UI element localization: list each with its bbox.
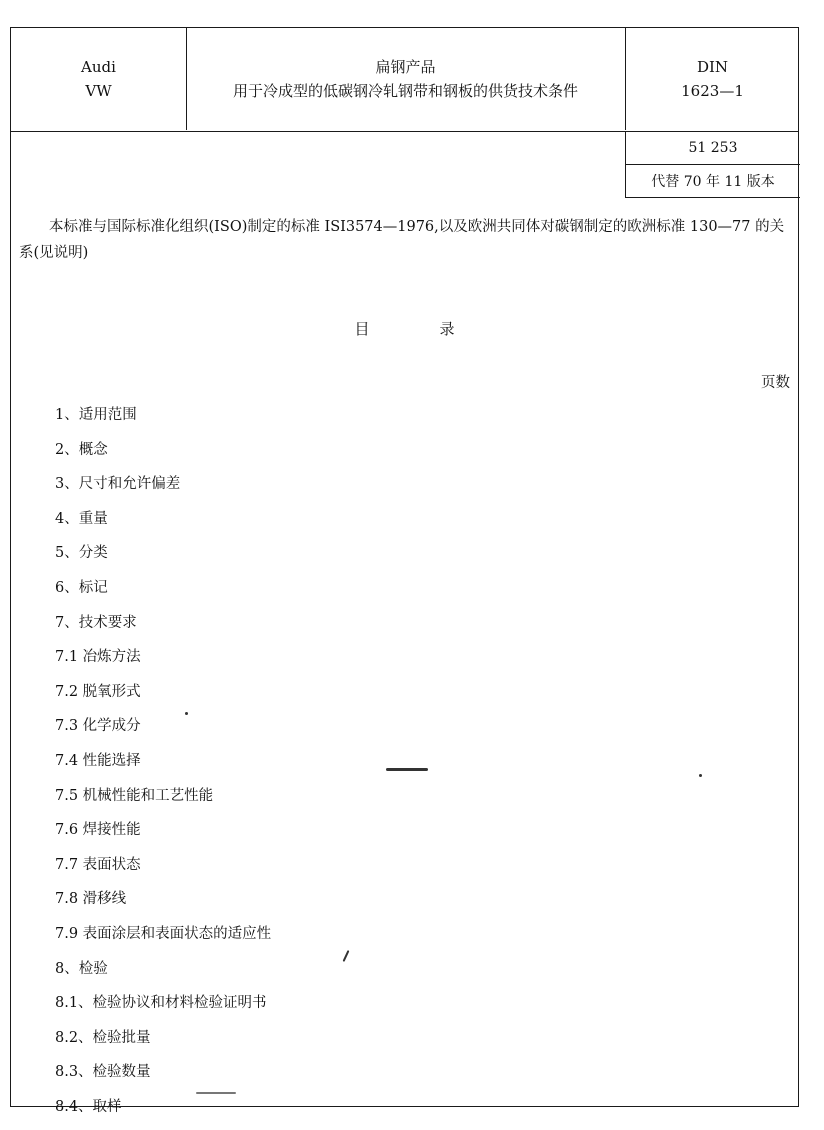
toc-item: 2、概念 [55, 441, 108, 458]
toc-item: 7.7 表面状态 [55, 856, 141, 873]
scan-speck [699, 774, 702, 777]
toc-item: 1、适用范围 [55, 407, 137, 423]
scan-speck [185, 712, 188, 715]
intro-paragraph: 本标准与国际标准化组织(ISO)制定的标准 ISI3574—1976,以及欧洲共同体对碳钢制定的欧洲标准 130—77 的关系(见说明) [19, 219, 785, 261]
reference-number: 51 253 [626, 132, 800, 165]
header-standard-cell [625, 28, 800, 130]
toc-item: 7、技术要求 [55, 614, 137, 631]
document-page [10, 27, 799, 1115]
toc-item: 8、检验 [55, 960, 108, 977]
toc-item: 7.1 冶炼方法 [55, 649, 141, 666]
document-subtitle: 用于冷成型的低碳钢冷轧钢带和钢板的供货技术条件 [232, 82, 578, 100]
company-audi: Audi [81, 58, 116, 76]
toc-item: 8.1、检验协议和材料检验证明书 [55, 995, 267, 1012]
toc-item: 7.3 化学成分 [55, 718, 141, 735]
toc-list [55, 404, 271, 1130]
toc-item: 8.2、检验批量 [55, 1029, 151, 1046]
toc-page-label: 页数 [761, 375, 790, 391]
toc-item: 7.9 表面涂层和表面状态的适应性 [55, 925, 272, 942]
toc-item: 6、标记 [55, 579, 108, 596]
document-title: 扁钢产品 [375, 58, 436, 76]
toc-item: 7.8 滑移线 [55, 891, 127, 908]
toc-item: 7.5 机械性能和工艺性能 [55, 787, 214, 804]
standard-org: DIN [696, 58, 729, 76]
toc-item: 5、分类 [55, 545, 108, 562]
toc-item: 4、重量 [55, 510, 108, 527]
toc-item: 8.3、检验数量 [55, 1064, 151, 1081]
toc-item: 7.6 焊接性能 [55, 822, 141, 839]
toc-item: 8.4、取样 [55, 1098, 122, 1115]
scan-speck [386, 768, 428, 771]
toc-item: 7.2 脱氧形式 [55, 683, 141, 700]
header-title-cell [186, 28, 626, 130]
replaces-edition: 代替 70 年 11 版本 [651, 174, 775, 190]
document-header [11, 28, 798, 132]
header-company-cell [11, 28, 187, 130]
standard-number: 1623—1 [681, 82, 744, 100]
company-vw: VW [85, 82, 112, 100]
toc-title: 目录 [354, 320, 525, 338]
scan-speck [196, 1092, 236, 1094]
reference-box [625, 132, 800, 198]
toc-item: 7.4 性能选择 [55, 752, 141, 769]
toc-item: 3、尺寸和允许偏差 [55, 476, 181, 493]
